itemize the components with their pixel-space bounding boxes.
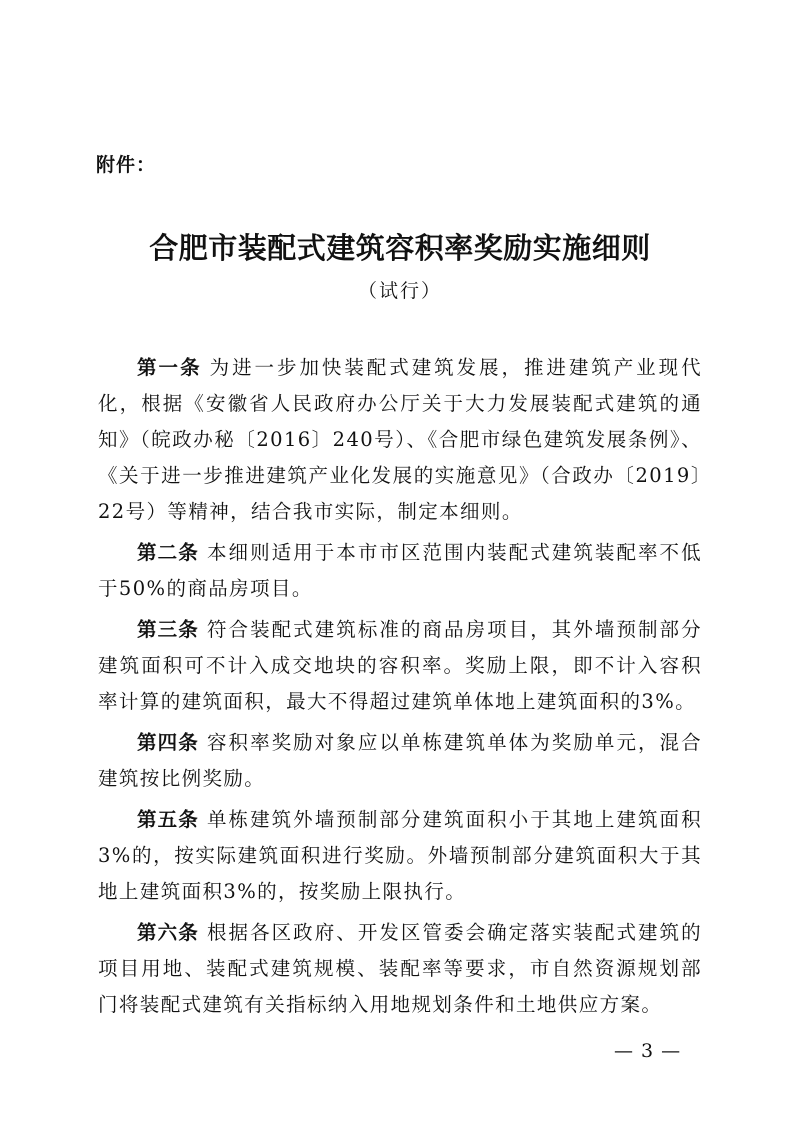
article-text: 本细则适用于本市市区范围内装配式建筑装配率不低于50%的商品房项目。 — [98, 541, 702, 600]
article-text: 单栋建筑外墙预制部分建筑面积小于其地上建筑面积3%的，按实际建筑面积进行奖励。外墙预制部分建筑面积大于其地上建筑面积3%的，按奖励上限执行。 — [98, 808, 702, 903]
article-6 — [98, 915, 702, 1023]
page-number: — 3 — — [614, 1040, 682, 1062]
document-subtitle: （试行） — [357, 280, 442, 302]
article-number: 第五条 — [137, 808, 199, 831]
article-3 — [98, 612, 702, 720]
document-body — [98, 350, 702, 1028]
article-text: 容积率奖励对象应以单栋建筑单体为奖励单元，混合建筑按比例奖励。 — [98, 731, 702, 790]
document-title: 合肥市装配式建筑容积率奖励实施细则 — [149, 231, 651, 265]
article-number: 第一条 — [137, 356, 202, 379]
article-1 — [98, 350, 702, 530]
article-text: 根据各区政府、开发区管委会确定落实装配式建筑的项目用地、装配式建筑规模、装配率等要求，市自然资源规划部门将装配式建筑有关指标纳入用地规划条件和土地供应方案。 — [98, 921, 702, 1016]
article-text: 为进一步加快装配式建筑发展，推进建筑产业现代化，根据《安徽省人民政府办公厅关于大力发展装配式建筑的通知》（皖政办秘〔2016〕240号）、《合肥市绿色建筑发展条例》、《关于进一步推进建筑产业化发展的实施意见》（合政办〔2019〕22号）等精神，结合我市实际，制定本细则。 — [98, 356, 702, 523]
article-text: 符合装配式建筑标准的商品房项目，其外墙预制部分建筑面积可不计入成交地块的容积率。奖励上限，即不计入容积率计算的建筑面积，最大不得超过建筑单体地上建筑面积的3%。 — [98, 618, 702, 713]
attachment-label: 附件： — [96, 154, 157, 176]
article-4 — [98, 725, 702, 797]
article-number: 第四条 — [137, 731, 199, 754]
article-number: 第六条 — [137, 921, 199, 944]
article-5 — [98, 802, 702, 910]
article-number: 第三条 — [137, 618, 199, 641]
article-2 — [98, 535, 702, 607]
article-number: 第二条 — [137, 541, 199, 564]
